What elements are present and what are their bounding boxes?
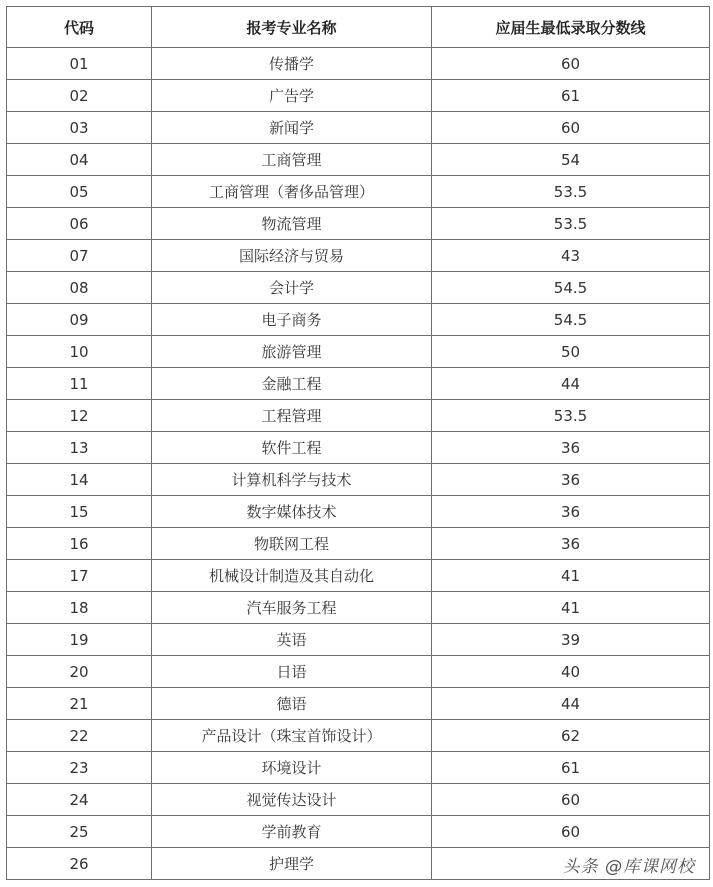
cell-code: 16 [7, 528, 152, 560]
cell-code: 24 [7, 784, 152, 816]
cell-code: 21 [7, 688, 152, 720]
cell-min-score: 50 [432, 336, 710, 368]
cell-code: 04 [7, 144, 152, 176]
cell-major-name: 汽车服务工程 [152, 592, 432, 624]
table-row [7, 720, 710, 752]
cell-major-name: 视觉传达设计 [152, 784, 432, 816]
cell-min-score: 36 [432, 528, 710, 560]
table-row [7, 80, 710, 112]
cell-code: 22 [7, 720, 152, 752]
watermark: 头条 @库课网校 [562, 857, 695, 877]
cell-major-name: 新闻学 [152, 112, 432, 144]
cell-min-score: 61 [432, 752, 710, 784]
cell-major-name: 计算机科学与技术 [152, 464, 432, 496]
cell-min-score: 53.5 [432, 176, 710, 208]
cell-major-name: 旅游管理 [152, 336, 432, 368]
cell-code: 03 [7, 112, 152, 144]
cell-min-score: 44 [432, 368, 710, 400]
table-row [7, 624, 710, 656]
cell-major-name: 工商管理（奢侈品管理） [152, 176, 432, 208]
cell-min-score: 41 [432, 560, 710, 592]
table-row [7, 688, 710, 720]
cell-min-score: 60 [432, 48, 710, 80]
cell-code: 07 [7, 240, 152, 272]
table-row [7, 272, 710, 304]
table-row [7, 144, 710, 176]
header-code: 代码 [7, 7, 152, 48]
cell-min-score: 54.5 [432, 304, 710, 336]
cell-major-name: 广告学 [152, 80, 432, 112]
cell-major-name: 金融工程 [152, 368, 432, 400]
cell-code: 01 [7, 48, 152, 80]
cell-code: 20 [7, 656, 152, 688]
cell-major-name: 物流管理 [152, 208, 432, 240]
cell-min-score: 44 [432, 688, 710, 720]
cell-major-name: 护理学 [152, 848, 432, 880]
header-min-score: 应届生最低录取分数线 [432, 7, 710, 48]
cell-major-name: 传播学 [152, 48, 432, 80]
cell-code: 02 [7, 80, 152, 112]
table-row [7, 336, 710, 368]
cell-min-score: 54 [432, 144, 710, 176]
cell-min-score: 60 [432, 112, 710, 144]
cell-min-score: 39 [432, 624, 710, 656]
cell-major-name: 英语 [152, 624, 432, 656]
admission-score-table [6, 6, 710, 880]
cell-major-name: 德语 [152, 688, 432, 720]
cell-code: 14 [7, 464, 152, 496]
cell-major-name: 会计学 [152, 272, 432, 304]
table-row [7, 400, 710, 432]
cell-min-score: 54.5 [432, 272, 710, 304]
table-row [7, 368, 710, 400]
table-row [7, 112, 710, 144]
table-row [7, 240, 710, 272]
table-row [7, 560, 710, 592]
cell-code: 06 [7, 208, 152, 240]
cell-code: 25 [7, 816, 152, 848]
table-header-row [7, 7, 710, 48]
cell-min-score: 36 [432, 432, 710, 464]
cell-code: 26 [7, 848, 152, 880]
cell-code: 10 [7, 336, 152, 368]
table-body [7, 48, 710, 880]
cell-code: 05 [7, 176, 152, 208]
cell-code: 13 [7, 432, 152, 464]
cell-major-name: 数字媒体技术 [152, 496, 432, 528]
cell-code: 15 [7, 496, 152, 528]
cell-min-score: 41 [432, 592, 710, 624]
cell-code: 17 [7, 560, 152, 592]
cell-major-name: 日语 [152, 656, 432, 688]
cell-major-name: 机械设计制造及其自动化 [152, 560, 432, 592]
table-row [7, 464, 710, 496]
table-row [7, 784, 710, 816]
cell-major-name: 工商管理 [152, 144, 432, 176]
cell-code: 09 [7, 304, 152, 336]
cell-min-score: 36 [432, 496, 710, 528]
cell-min-score: 60 [432, 784, 710, 816]
cell-min-score: 40 [432, 656, 710, 688]
table-row [7, 208, 710, 240]
table-row [7, 304, 710, 336]
cell-code: 23 [7, 752, 152, 784]
cell-major-name: 软件工程 [152, 432, 432, 464]
cell-code: 08 [7, 272, 152, 304]
table-row [7, 816, 710, 848]
table-row [7, 176, 710, 208]
cell-min-score: 60 [432, 816, 710, 848]
cell-major-name: 工程管理 [152, 400, 432, 432]
table-row [7, 48, 710, 80]
cell-major-name: 电子商务 [152, 304, 432, 336]
cell-code: 19 [7, 624, 152, 656]
cell-major-name: 学前教育 [152, 816, 432, 848]
table-row [7, 496, 710, 528]
table-row [7, 592, 710, 624]
cell-major-name: 环境设计 [152, 752, 432, 784]
cell-major-name: 国际经济与贸易 [152, 240, 432, 272]
cell-min-score: 53.5 [432, 208, 710, 240]
cell-major-name: 产品设计（珠宝首饰设计） [152, 720, 432, 752]
header-major-name: 报考专业名称 [152, 7, 432, 48]
cell-min-score: 43 [432, 240, 710, 272]
cell-code: 18 [7, 592, 152, 624]
table-row [7, 432, 710, 464]
table-row [7, 528, 710, 560]
cell-min-score: 62 [432, 720, 710, 752]
table-row [7, 656, 710, 688]
table-row [7, 752, 710, 784]
cell-major-name: 物联网工程 [152, 528, 432, 560]
cell-min-score: 53.5 [432, 400, 710, 432]
cell-min-score: 36 [432, 464, 710, 496]
cell-min-score: 61 [432, 80, 710, 112]
cell-code: 11 [7, 368, 152, 400]
cell-code: 12 [7, 400, 152, 432]
